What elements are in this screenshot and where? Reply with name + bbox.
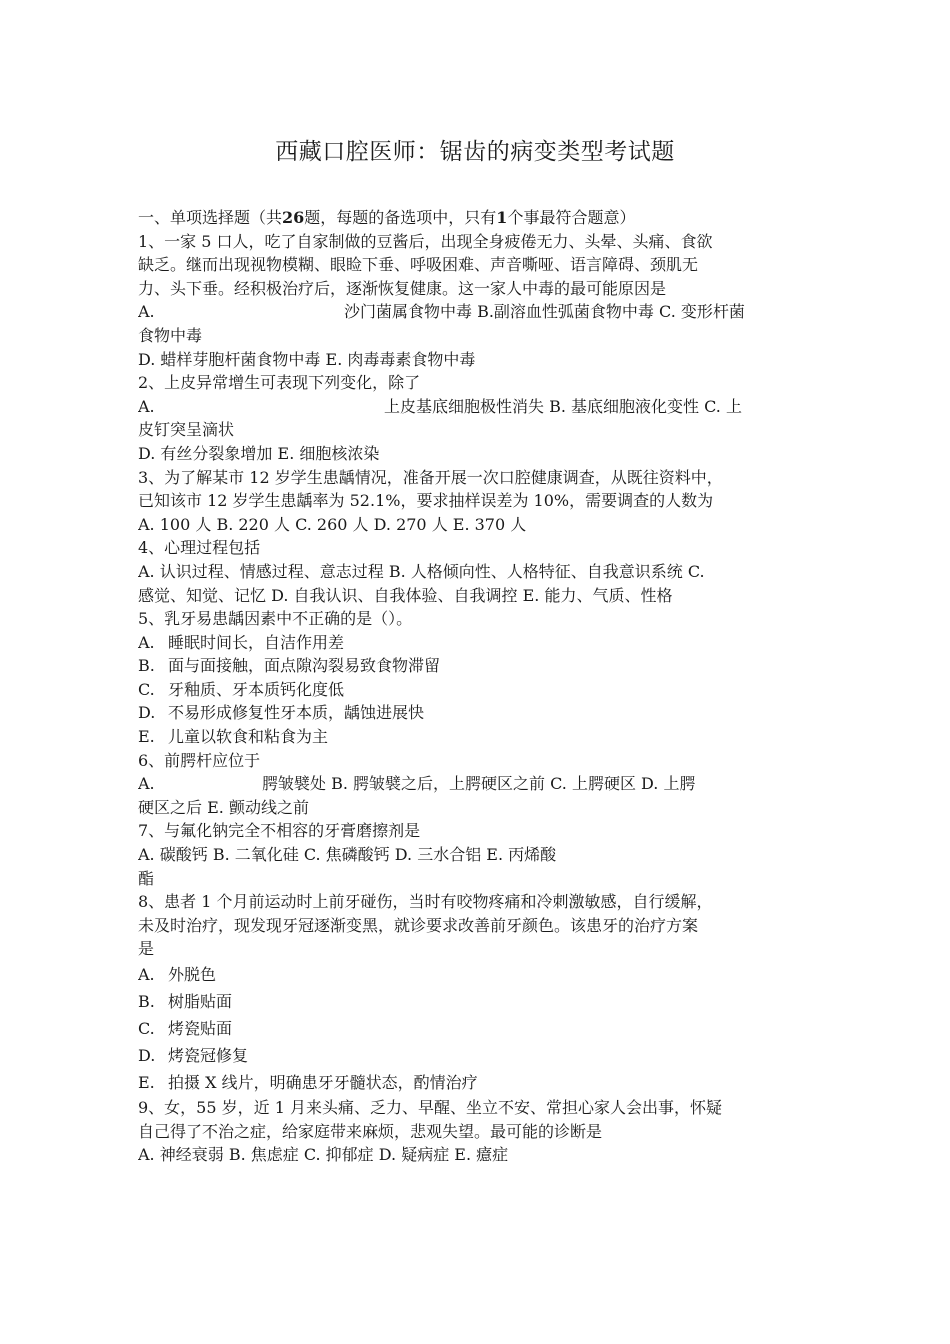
option-label: B. xyxy=(138,656,155,676)
question-9-options: A. 神经衰弱 B. 焦虑症 C. 抑郁症 D. 疑病症 E. 癔症 xyxy=(138,1145,509,1165)
option-text: 沙门菌属食物中毒 B.副溶血性弧菌食物中毒 C. 变形杆菌 xyxy=(344,302,745,322)
option-text: 烤瓷贴面 xyxy=(168,1019,233,1038)
option-row xyxy=(138,654,822,678)
question-1-options xyxy=(138,300,822,324)
question-2-options xyxy=(138,395,822,419)
option-row xyxy=(138,1042,822,1069)
option-text: 睡眠时间长，自洁作用差 xyxy=(168,632,345,652)
option-label: C. xyxy=(138,679,155,699)
question-3-stem: 已知该市 12 岁学生患龋率为 52.1%，要求抽样误差为 10%，需要调查的人数为 xyxy=(138,491,714,511)
option-row xyxy=(138,701,822,725)
question-count: 26 xyxy=(282,208,305,227)
option-label: D. xyxy=(138,1046,156,1065)
question-4-stem: 4、心理过程包括 xyxy=(138,538,261,558)
question-1-stem: 缺乏。继而出现视物模糊、眼睑下垂、呼吸困难、声音嘶哑、语言障碍、颈肌无 xyxy=(138,255,699,275)
document-body xyxy=(138,206,822,1167)
question-2-options: D. 有丝分裂象增加 E. 细胞核浓染 xyxy=(138,443,380,463)
question-2-stem: 2、上皮异常增生可表现下列变化，除了 xyxy=(138,373,421,393)
option-row xyxy=(138,961,822,988)
option-label: E. xyxy=(138,727,155,747)
question-8-stem: 8、患者 1 个月前运动时上前牙碰伤，当时有咬物疼痛和冷刺激敏感，自行缓解， xyxy=(138,892,713,912)
option-row xyxy=(138,725,822,749)
option-text: 腭皱襞处 B. 腭皱襞之后，上腭硬区之前 C. 上腭硬区 D. 上腭 xyxy=(262,774,696,794)
question-1-options: 食物中毒 xyxy=(138,325,203,345)
question-2-options: 皮钉突呈滴状 xyxy=(138,420,235,440)
question-4-options: A. 认识过程、情感过程、意志过程 B. 人格倾向性、人格特征、自我意识系统 C. xyxy=(138,561,705,581)
option-text: 树脂贴面 xyxy=(168,992,233,1011)
option-text: 烤瓷冠修复 xyxy=(168,1046,249,1065)
question-7-options: 酯 xyxy=(138,868,155,888)
option-label: A. xyxy=(138,396,155,416)
question-4-options: 感觉、知觉、记忆 D. 自我认识、自我体验、自我调控 E. 能力、气质、性格 xyxy=(138,585,673,605)
option-label: D. xyxy=(138,703,156,723)
option-row xyxy=(138,988,822,1015)
option-row xyxy=(138,1069,822,1096)
section-heading-suffix: 个事最符合题意） xyxy=(507,208,636,227)
question-6-options: 硬区之后 E. 颤动线之前 xyxy=(138,797,309,817)
option-text: 上皮基底细胞极性消失 B. 基底细胞液化变性 C. 上 xyxy=(384,396,742,416)
question-5-stem: 5、乳牙易患龋因素中不正确的是（）。 xyxy=(138,609,413,629)
question-7-stem: 7、与氟化钠完全不相容的牙膏磨擦剂是 xyxy=(138,821,421,841)
option-label: C. xyxy=(138,1019,155,1038)
question-3-options: A. 100 人 B. 220 人 C. 260 人 D. 270 人 E. 370 人 xyxy=(138,514,527,534)
question-8-stem: 未及时治疗，现发现牙冠逐渐变黑，就诊要求改善前牙颜色。该患牙的治疗方案 xyxy=(138,915,699,935)
option-text: 拍摄 X 线片，明确患牙牙髓状态，酌情治疗 xyxy=(168,1073,478,1092)
option-text: 儿童以软食和粘食为主 xyxy=(168,727,329,747)
option-label: B. xyxy=(138,992,155,1011)
option-row xyxy=(138,678,822,702)
section-heading-mid: 题，每题的备选项中，只有 xyxy=(304,208,497,227)
question-9-stem: 9、女，55 岁，近 1 月来头痛、乏力、早醒、坐立不安、常担心家人会出事，怀疑 xyxy=(138,1098,722,1117)
question-7-options: A. 碳酸钙 B. 二氧化硅 C. 焦磷酸钙 D. 三水合铝 E. 丙烯酸 xyxy=(138,845,557,865)
question-1-options: D. 蜡样芽胞杆菌食物中毒 E. 肉毒毒素食物中毒 xyxy=(138,349,476,369)
option-row xyxy=(138,631,822,655)
question-3-stem: 3、为了解某市 12 岁学生患龋情况，准备开展一次口腔健康调查，从既往资料中， xyxy=(138,467,723,487)
question-1-stem: 1、一家 5 口人，吃了自家制做的豆酱后，出现全身疲倦无力、头晕、头痛、食欲 xyxy=(138,231,713,251)
section-heading-prefix: 一、单项选择题（共 xyxy=(138,208,283,227)
question-1-stem: 力、头下垂。经积极治疗后，逐渐恢复健康。这一家人中毒的最可能原因是 xyxy=(138,278,667,298)
answer-count: 1 xyxy=(496,208,508,227)
option-text: 牙釉质、牙本质钙化度低 xyxy=(168,679,345,699)
question-6-stem: 6、前腭杆应位于 xyxy=(138,750,261,770)
question-6-options xyxy=(138,772,822,796)
option-label: A. xyxy=(138,965,155,984)
section-heading xyxy=(138,206,822,230)
option-label: A. xyxy=(138,302,155,322)
option-label: A. xyxy=(138,774,155,794)
option-row xyxy=(138,1015,822,1042)
question-8-stem: 是 xyxy=(138,939,155,959)
option-text: 面与面接触，面点隙沟裂易致食物滞留 xyxy=(168,656,441,676)
option-label: A. xyxy=(138,632,155,652)
question-9-stem: 自己得了不治之症，给家庭带来麻烦，悲观失望。最可能的诊断是 xyxy=(138,1121,603,1141)
option-text: 不易形成修复性牙本质，龋蚀进展快 xyxy=(168,703,425,723)
option-text: 外脱色 xyxy=(168,965,217,984)
option-label: E. xyxy=(138,1073,155,1092)
document-title: 西藏口腔医师：锯齿的病变类型考试题 xyxy=(275,139,675,165)
